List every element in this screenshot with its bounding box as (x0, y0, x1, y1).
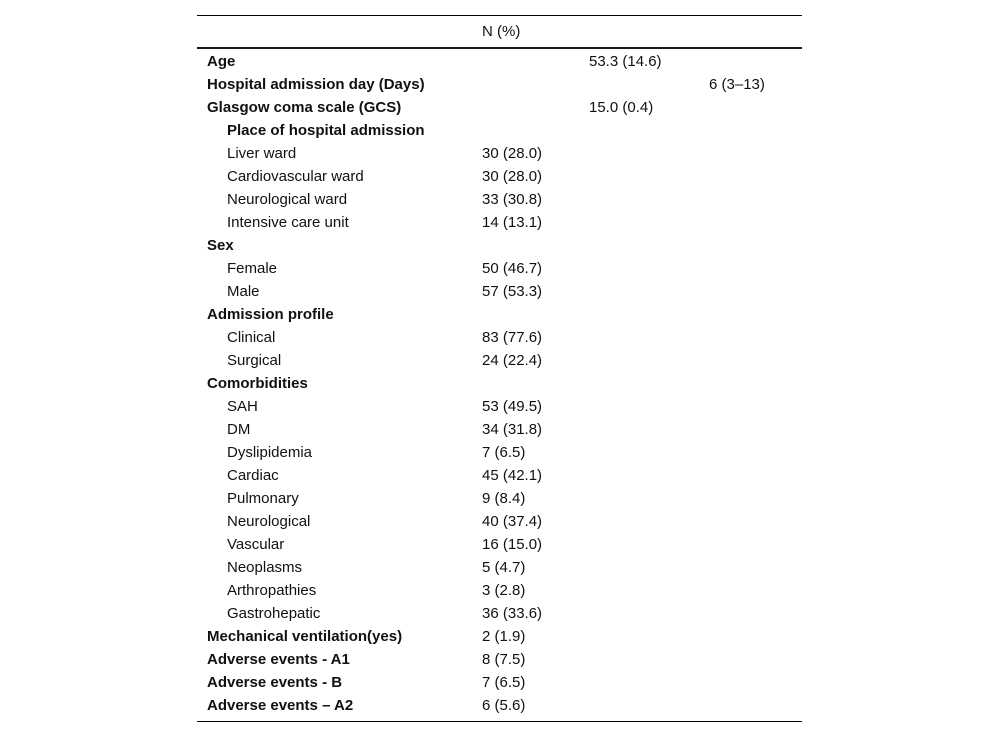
row-label: Adverse events - A1 (207, 651, 350, 668)
row-value: 30 (28.0) (482, 168, 543, 185)
row-label: Mechanical ventilation(yes) (207, 628, 403, 645)
row-value: 50 (46.7) (482, 260, 543, 277)
row-label: Hospital admission day (Days) (207, 76, 425, 93)
table-row (197, 73, 802, 96)
table-row (197, 441, 802, 464)
table-body (197, 50, 802, 721)
row-label: Neurological ward (227, 191, 348, 208)
row-label: Sex (207, 237, 234, 254)
row-label: Surgical (227, 352, 282, 369)
table-row (197, 556, 802, 579)
row-label: Admission profile (207, 306, 334, 323)
table-row (197, 280, 802, 303)
table-row (197, 165, 802, 188)
table-bottom-rule (197, 721, 802, 722)
row-label: Liver ward (227, 145, 297, 162)
table-row (197, 303, 802, 326)
table-row (197, 50, 802, 73)
row-value: 14 (13.1) (482, 214, 543, 231)
row-label: Vascular (227, 536, 285, 553)
row-value: 24 (22.4) (482, 352, 543, 369)
table-row (197, 372, 802, 395)
row-label: Cardiovascular ward (227, 168, 364, 185)
row-value: 8 (7.5) (482, 651, 526, 668)
table-row (197, 648, 802, 671)
row-label: Arthropathies (227, 582, 317, 599)
table-row (197, 96, 802, 119)
table-row (197, 510, 802, 533)
row-value: 53 (49.5) (482, 398, 543, 415)
table-row (197, 257, 802, 280)
row-value: 83 (77.6) (482, 329, 543, 346)
row-value: 53.3 (14.6) (589, 53, 662, 70)
row-label: Comorbidities (207, 375, 308, 392)
table-row (197, 211, 802, 234)
row-label: Female (227, 260, 278, 277)
table-header-row (197, 16, 802, 47)
table-row (197, 326, 802, 349)
table-row (197, 395, 802, 418)
row-value: 6 (3–13) (709, 76, 765, 93)
row-value: 15.0 (0.4) (589, 99, 654, 116)
table-row (197, 142, 802, 165)
row-value: 7 (6.5) (482, 444, 526, 461)
row-label: Place of hospital admission (227, 122, 425, 139)
row-label: Dyslipidemia (227, 444, 313, 461)
row-value: 33 (30.8) (482, 191, 543, 208)
table-row (197, 694, 802, 717)
column-header-n-percent: N (%) (482, 23, 521, 40)
table-row (197, 533, 802, 556)
table-row (197, 234, 802, 257)
row-value: 16 (15.0) (482, 536, 543, 553)
table-row (197, 579, 802, 602)
table-row (197, 464, 802, 487)
table-row (197, 602, 802, 625)
row-value: 30 (28.0) (482, 145, 543, 162)
row-label: SAH (227, 398, 258, 415)
row-value: 57 (53.3) (482, 283, 543, 300)
table-row (197, 349, 802, 372)
row-label: DM (227, 421, 251, 438)
table-header-rule (197, 47, 802, 49)
row-label: Glasgow coma scale (GCS) (207, 99, 402, 116)
row-label: Age (207, 53, 236, 70)
characteristics-table (197, 15, 802, 722)
row-label: Male (227, 283, 260, 300)
row-value: 5 (4.7) (482, 559, 526, 576)
row-value: 7 (6.5) (482, 674, 526, 691)
row-label: Pulmonary (227, 490, 299, 507)
row-value: 9 (8.4) (482, 490, 526, 507)
row-label: Adverse events – A2 (207, 697, 354, 714)
row-value: 36 (33.6) (482, 605, 543, 622)
row-value: 40 (37.4) (482, 513, 543, 530)
row-value: 3 (2.8) (482, 582, 526, 599)
row-label: Neoplasms (227, 559, 303, 576)
table-row (197, 487, 802, 510)
row-label: Intensive care unit (227, 214, 349, 231)
row-label: Cardiac (227, 467, 279, 484)
row-value: 45 (42.1) (482, 467, 543, 484)
table-row (197, 418, 802, 441)
row-value: 6 (5.6) (482, 697, 526, 714)
table-row (197, 188, 802, 211)
table-row (197, 119, 802, 142)
row-label: Adverse events - B (207, 674, 343, 691)
row-value: 2 (1.9) (482, 628, 526, 645)
row-label: Clinical (227, 329, 276, 346)
table-row (197, 671, 802, 694)
row-value: 34 (31.8) (482, 421, 543, 438)
row-label: Neurological (227, 513, 311, 530)
row-label: Gastrohepatic (227, 605, 321, 622)
table-row (197, 625, 802, 648)
